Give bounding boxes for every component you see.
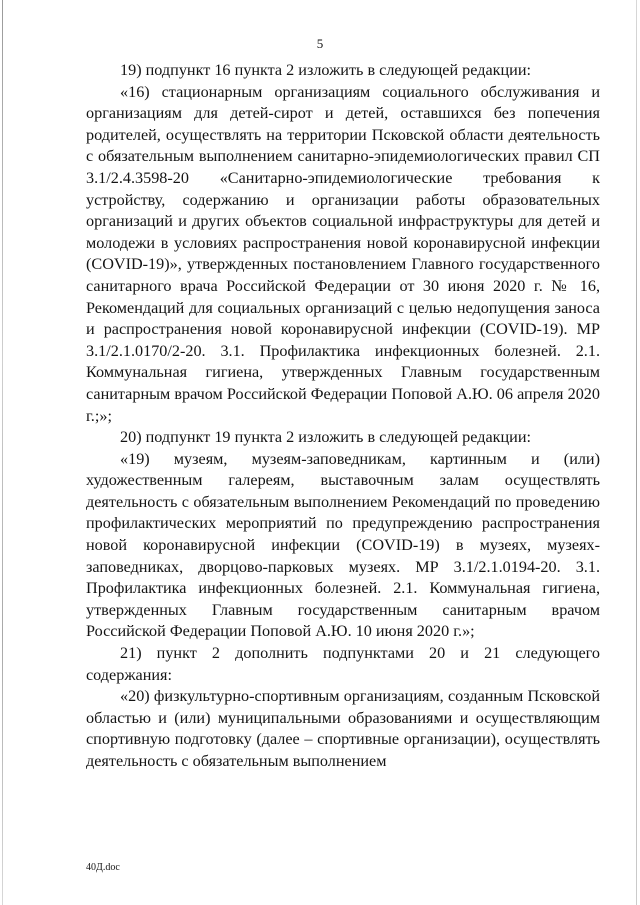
- paragraph-item-20-text: «20) физкультурно-спортивным организациям, созданным Псковской областью и (или) муниципальными образованиями и осуществляющим спортивную подготовку (далее – спортивные организации), осуществлять деятельность с обязательным выполнением: [86, 687, 600, 770]
- page-number: 5: [316, 36, 324, 51]
- scan-edge-right: [636, 0, 637, 905]
- paragraph-item-16-text: «16) стационарным организациям социального обслуживания и организациям для детей-сирот и детей, оставшихся без попечения родителей, осуществлять на территории Псковской области деятельность с обязательным выполнением санитарно-эпидемиологических правил СП 3.1/2.4.3598-20 «Санитарно-эпидемиологические требования к устройству, содержанию и организации работы образовательных организаций и других объектов социальной инфраструктуры для детей и молодежи в условиях распространения новой коронавирусной инфекции (COVID-19)», утвержденных постановлением Главного государственного санитарного врача Российской Федерации от 30 июня 2020 г. № 16, Рекомендаций для социальных организаций с целью недопущения заноса и распространения новой коронавирусной инфекции (COVID-19). МР 3.1/2.1.0170/2-20. 3.1. Профилактика инфекционных болезней. 2.1. Коммунальная гигиена, утвержденных Главным государственным санитарным врачом Российской Федерации Поповой А.Ю. 06 апреля 2020 г.;»;: [86, 82, 600, 425]
- paragraph-item-20-heading: 20) подпункт 19 пункта 2 изложить в следующей редакции:: [120, 428, 532, 447]
- footer-filename: 40Д.doc: [86, 862, 120, 873]
- scan-edge-left: [2, 0, 3, 905]
- paragraph-item-19-text: «19) музеям, музеям-заповедникам, картинным и (или) художественным галереям, выставочным залам осуществлять деятельность с обязательным выполнением Рекомендаций по проведению профилактических мероприятий по предупреждению распространения новой коронавирусной инфекции (COVID-19) в музеях, музеях-заповедниках, дворцово-парковых музеях. МР 3.1/2.1.0194-20. 3.1. Профилактика инфекционных болезней. 2.1. Коммунальная гигиена, утвержденных Главным государственным санитарным врачом Российской Федерации Поповой А.Ю. 10 июня 2020 г.»;: [86, 449, 600, 641]
- paragraph-item-19-heading: 19) подпункт 16 пункта 2 изложить в следующей редакции:: [120, 61, 532, 79]
- document-body: [86, 60, 600, 773]
- paragraph-item-21-heading: 21) пункт 2 дополнить подпунктами 20 и 21 следующего содержания:: [86, 644, 600, 684]
